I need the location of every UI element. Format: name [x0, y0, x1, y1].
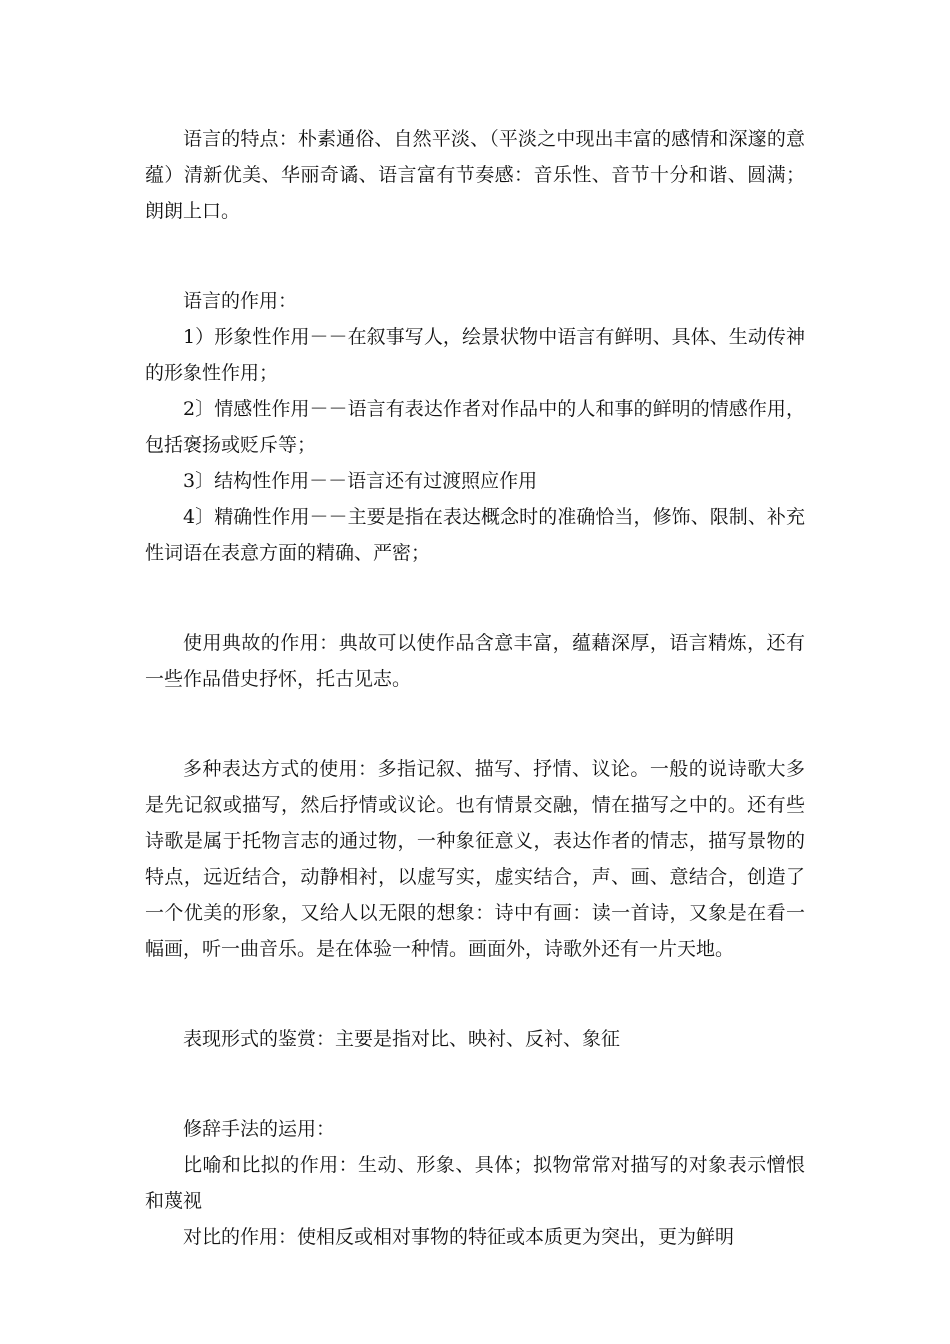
paragraph-rhetoric-heading: 修辞手法的运用：: [183, 1118, 336, 1140]
paragraph-metaphor: 比喻和比拟的作用：生动、形象、具体；拟物常常对描写的对象表示憎恨和蔑视: [145, 1154, 805, 1212]
paragraph-function-precision: 4〕精确性作用－－主要是指在表达概念时的准确恰当，修饰、限制、补充性词语在表意方面的精确、严密；: [145, 506, 805, 564]
paragraph-language-features: 语言的特点：朴素通俗、自然平淡、（平淡之中现出丰富的感情和深邃的意蕴）清新优美、华丽奇谲、语言富有节奏感：音乐性、音节十分和谐、圆满；朗朗上口。: [145, 128, 805, 222]
paragraph-gap: [145, 229, 805, 283]
paragraph-expression-modes: 多种表达方式的使用：多指记叙、描写、抒情、议论。一般的说诗歌大多是先记叙或描写，然后抒情或议论。也有情景交融，情在描写之中的。还有些诗歌是属于托物言志的通过物，一种象征意义，表达作者的情志，描写景物的特点，远近结合，动静相衬，以虚写实，虚实结合，声、画、意结合，创造了一个优美的形象，又给人以无限的想象：诗中有画：读一首诗，又象是在看一幅画，听一曲音乐。是在体验一种情。画面外，诗歌外还有一片天地。: [145, 758, 805, 960]
paragraph-gap: [145, 697, 805, 751]
paragraph-gap: [145, 967, 805, 1021]
paragraph-contrast: 对比的作用：使相反或相对事物的特征或本质更为突出，更为鲜明: [183, 1226, 735, 1248]
paragraph-function-imagery: 1）形象性作用－－在叙事写人，绘景状物中语言有鲜明、具体、生动传神的形象性作用；: [145, 326, 805, 384]
paragraph-gap: [145, 571, 805, 625]
paragraph-function-structure: 3〕结构性作用－－语言还有过渡照应作用: [183, 470, 538, 492]
paragraph-function-emotion: 2〕情感性作用－－语言有表达作者对作品中的人和事的鲜明的情感作用，包括褒扬或贬斥等；: [145, 398, 805, 456]
paragraph-language-functions-heading: 语言的作用：: [183, 290, 298, 312]
paragraph-gap: [145, 1057, 805, 1111]
paragraph-allusion: 使用典故的作用：典故可以使作品含意丰富，蕴藉深厚，语言精炼，还有一些作品借史抒怀，托古见志。: [145, 632, 805, 690]
document-body: [145, 121, 805, 1255]
paragraph-form-appreciation: 表现形式的鉴赏：主要是指对比、映衬、反衬、象征: [183, 1028, 621, 1050]
